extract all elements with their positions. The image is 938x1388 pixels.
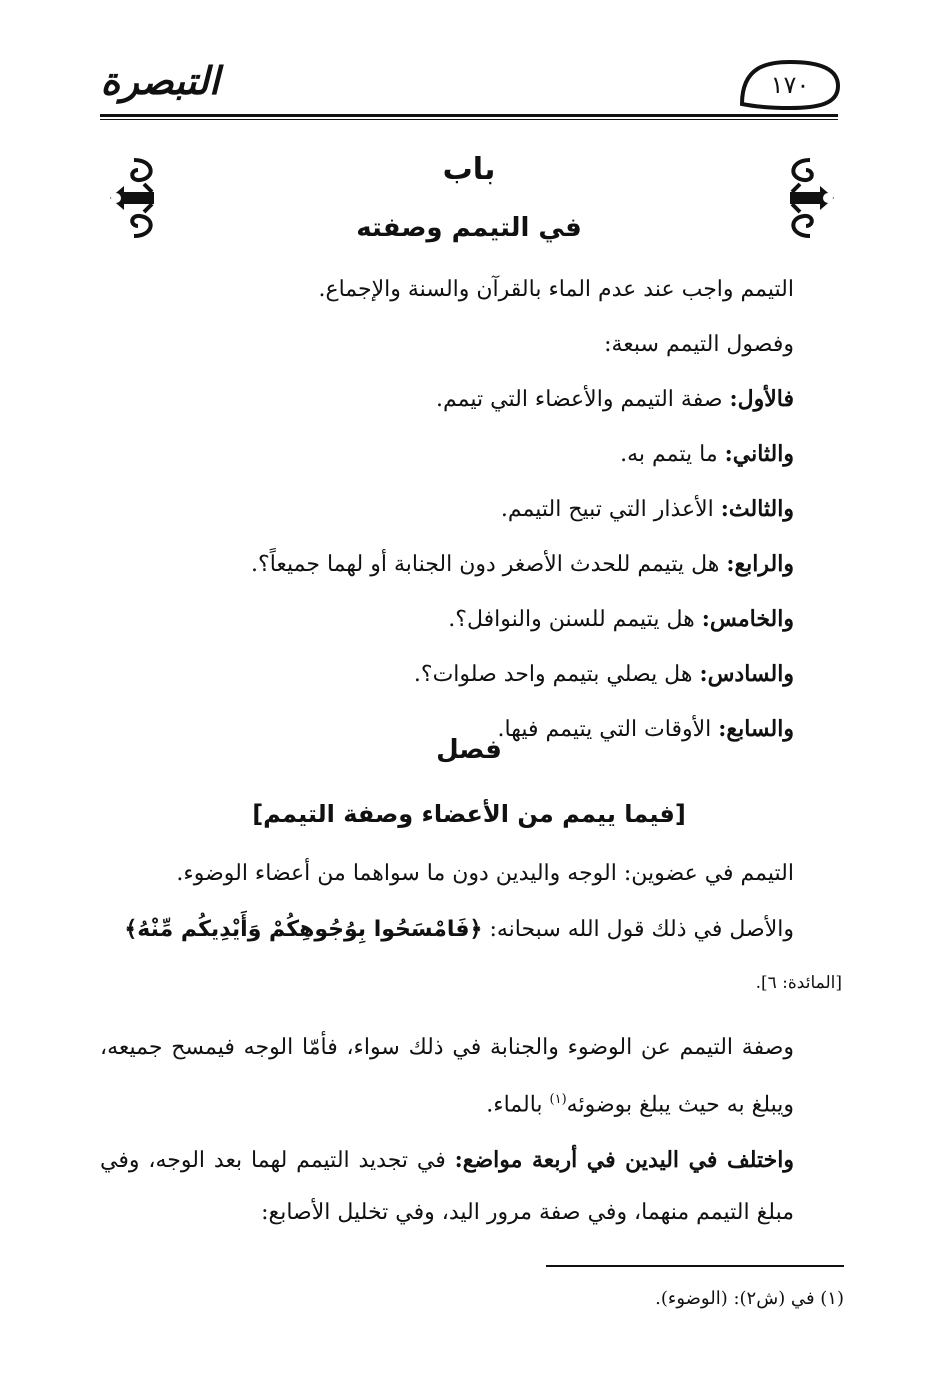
- page-number-badge: [738, 56, 842, 114]
- intro-line: والثالث: الأعذار التي تبيح التيمم.: [500, 496, 794, 522]
- paragraph: التيمم في عضوين: الوجه واليدين دون ما سواهما من أعضاء الوضوء.: [176, 861, 794, 886]
- footnote: (١) في (ش٢): (الوضوء).: [655, 1288, 844, 1309]
- intro-line: فالأول: صفة التيمم والأعضاء التي تيمم.: [436, 386, 794, 412]
- paragraph: وصفة التيمم عن الوضوء والجنابة في ذلك سواء، فأمّا الوجه فيمسح جميعه، ويبلغ به حيث يبلغ بوضوئه$^{(١)}$ بالماء.: [100, 1035, 794, 1118]
- header-rule-thin: [100, 119, 838, 120]
- chapter-heading: باب: [442, 152, 496, 187]
- header-rule: [100, 114, 838, 117]
- intro-line: والرابع: هل يتيمم للحدث الأصغر دون الجنابة أو لهما جميعاً؟.: [251, 551, 794, 577]
- intro-line: والثاني: ما يتمم به.: [620, 441, 794, 467]
- page-number: ١٧٠: [770, 71, 810, 99]
- section-subheading: [فيما ييمم من الأعضاء وصفة التيمم]: [252, 800, 686, 828]
- intro-line: والسابع: الأوقات التي يتيمم فيها.: [497, 716, 794, 742]
- quran-verse: ﴿فَامْسَحُوا بِوُجُوهِكُمْ وَأَيْدِيكُم مِّنْهُ﴾: [124, 917, 483, 942]
- paragraph: والأصل في ذلك قول الله سبحانه: ﴿فَامْسَحُوا بِوُجُوهِكُمْ وَأَيْدِيكُم مِّنْهُ﴾: [124, 917, 794, 942]
- intro-list: [100, 262, 794, 757]
- intro-line: التيمم واجب عند عدم الماء بالقرآن والسنة والإجماع.: [318, 277, 794, 302]
- footnote-separator: [546, 1265, 844, 1267]
- running-head-title: التبصرة: [100, 58, 220, 103]
- section-heading: فصل: [436, 735, 502, 765]
- intro-line: وفصول التيمم سبعة:: [604, 332, 794, 357]
- paragraph: واختلف في اليدين في أربعة مواضع: في تجديد التيمم لهما بعد الوجه، وفي مبلغ التيمم منهما، وفي صفة مرور اليد، وفي تخليل الأصابع:: [100, 1147, 794, 1225]
- intro-line: والسادس: هل يصلي بتيمم واحد صلوات؟.: [413, 661, 794, 687]
- verse-reference: [المائدة: ٦].: [755, 973, 842, 993]
- intro-line: والخامس: هل يتيمم للسنن والنوافل؟.: [448, 606, 794, 632]
- footnote-marker: (١): [549, 1092, 567, 1107]
- chapter-subheading: في التيمم وصفته: [356, 213, 582, 243]
